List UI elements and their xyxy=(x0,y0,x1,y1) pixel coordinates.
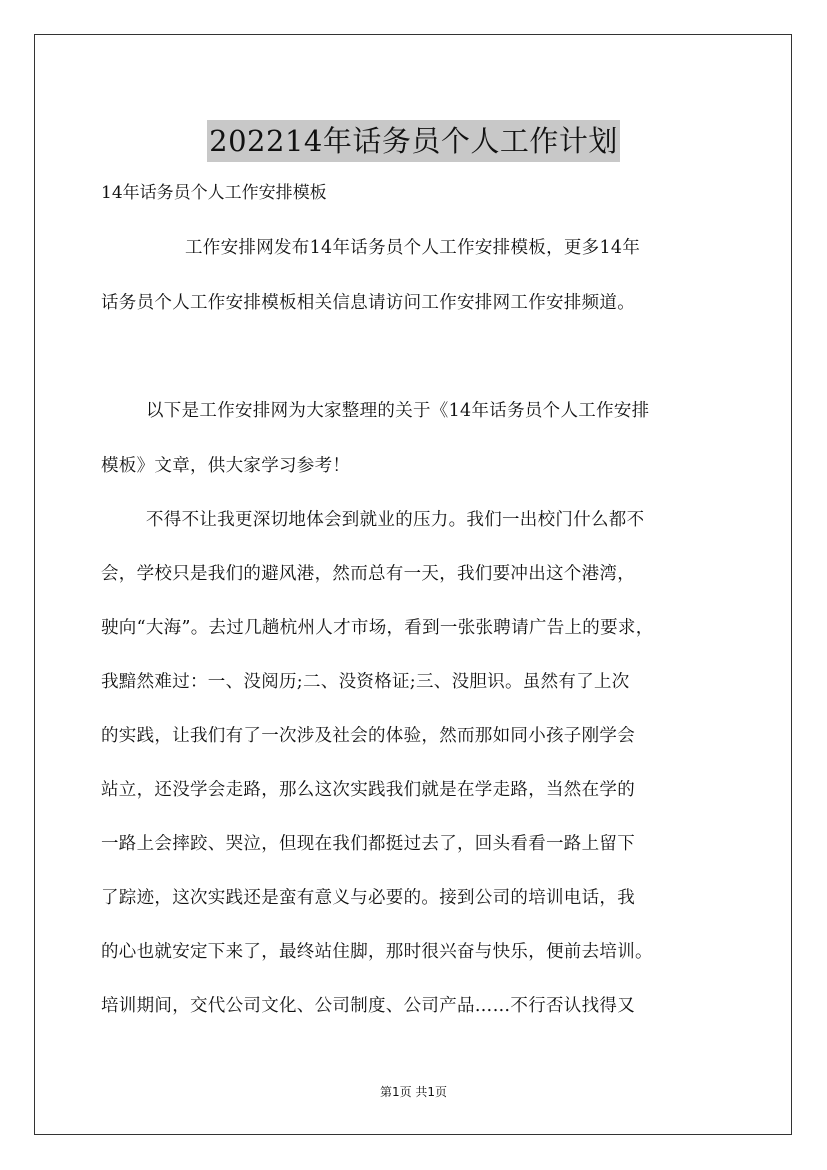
document-subtitle: 14年话务员个人工作安排模板 xyxy=(101,183,327,203)
body-line: 不得不让我更深切地体会到就业的压力。我们一出校门什么都不 xyxy=(146,510,645,530)
body-line: 驶向“大海”。去过几趟杭州人才市场，看到一张张聘请广告上的要求， xyxy=(101,618,654,638)
page-footer: 第1页 共1页 xyxy=(379,1085,448,1099)
body-line: 我黯然难过：一、没阅历;二、没资格证;三、没胆识。虽然有了上次 xyxy=(101,672,630,692)
lead-line: 模板》文章，供大家学习参考！ xyxy=(101,456,351,476)
title-container xyxy=(0,101,827,182)
body-line: 一路上会摔跤、哭泣，但现在我们都挺过去了，回头看看一路上留下 xyxy=(101,834,635,854)
body-line: 了踪迹，这次实践还是蛮有意义与必要的。接到公司的培训电话，我 xyxy=(101,888,635,908)
lead-line: 以下是工作安排网为大家整理的关于《14年话务员个人工作安排 xyxy=(146,401,650,421)
intro-line: 工作安排网发布14年话务员个人工作安排模板，更多14年 xyxy=(185,238,641,258)
document-title: 202214年话务员个人工作计划 xyxy=(207,120,620,162)
body-line: 培训期间，交代公司文化、公司制度、公司产品……不行否认找得又 xyxy=(101,996,635,1016)
body-line: 的实践，让我们有了一次涉及社会的体验，然而那如同小孩子刚学会 xyxy=(101,726,635,746)
body-line: 站立，还没学会走路，那么这次实践我们就是在学走路，当然在学的 xyxy=(101,780,635,800)
intro-line: 话务员个人工作安排模板相关信息请访问工作安排网工作安排频道。 xyxy=(101,293,635,313)
body-line: 会，学校只是我们的避风港，然而总有一天，我们要冲出这个港湾， xyxy=(101,564,635,584)
body-line: 的心也就安定下来了，最终站住脚，那时很兴奋与快乐，便前去培训。 xyxy=(101,942,653,962)
